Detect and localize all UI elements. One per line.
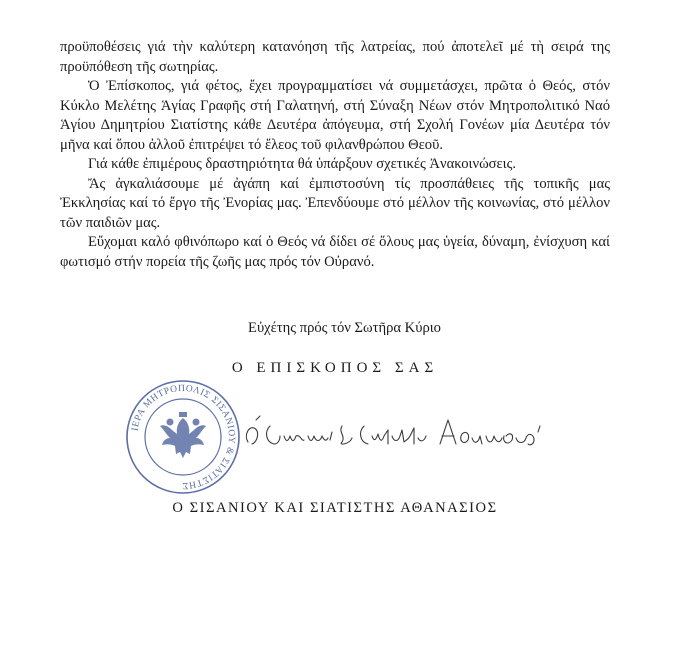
paragraph-1: προϋποθέσεις γιά τὴν καλύτερη κατανόηση τῆς λατρείας, πού ἀποτελεῖ μέ τὴ σειρά της προϋπόθεση τῆς σωτηρίας.	[60, 39, 610, 75]
double-headed-eagle-icon	[160, 412, 206, 458]
paragraph-5: Εὔχομαι καλό φθινόπωρο καί ὁ Θεός νά δίδει σέ ὅλους μας ὑγεία, δύναμη, ἐνίσχυση καί φωτισμό στήν πορεία τῆς ζωῆς μας πρός τόν Οὐρανό.	[60, 234, 610, 270]
paragraph-4: Ἄς ἀγκαλιάσουμε μέ ἀγάπη καί ἐμπιστοσύνη τίς προσπάθειες τῆς τοπικῆς μας Ἐκκλησίας καί τό ἔργο τῆς Ἐνορίας μας. Ἐπενδύουμε στό μέλλον τῆς κοινωνίας, στό μέλλον τῶν παιδιῶν μας.	[60, 175, 610, 231]
paragraph-2: Ὁ Ἐπίσκοπος, γιά φέτος, ἔχει προγραμματίσει νά συμμετάσχει, πρῶτα ὁ Θεός, στόν Κύκλο Μελέτης Ἁγίας Γραφῆς στή Γαλατηνή, στή Σύναξη Νέων στόν Μητροπολιτικό Ναό Ἁγίου Δημητρίου Σιατίστης κάθε Δευτέρα ἀπόγευμα, στή Σχολή Γονέων μία Δευτέρα τόν μῆνα καί ὅπου ἀλλοῦ ἐπιτρέψει τό ἔλεος τοῦ φιλανθρώπου Θεοῦ.	[60, 78, 610, 153]
closing-greeting: Εὐχέτης πρός τόν Σωτῆρα Κύριο	[248, 320, 441, 336]
metropolis-seal	[124, 378, 242, 496]
paragraph-3: Γιά κάθε ἐπιμέρους δραστηριότητα θά ὑπάρξουν σχετικές Ἀνακοινώσεις.	[88, 156, 517, 172]
letter-body	[60, 38, 610, 272]
handwritten-signature	[242, 412, 542, 460]
seal-lettering: ΙΕΡΑ ΜΗΤΡΟΠΟΛΙΣ ΣΙΣΑΝΙΟΥ & ΣΙΑΤΙΣΤΗΣ	[130, 383, 237, 491]
signatory-name: Ο ΣΙΣΑΝΙΟΥ ΚΑΙ ΣΙΑΤΙΣΤΗΣ ΑΘΑΝΑΣΙΟΣ	[172, 500, 498, 516]
bishop-title: Ο ΕΠΙΣΚΟΠΟΣ ΣΑΣ	[231, 360, 439, 376]
